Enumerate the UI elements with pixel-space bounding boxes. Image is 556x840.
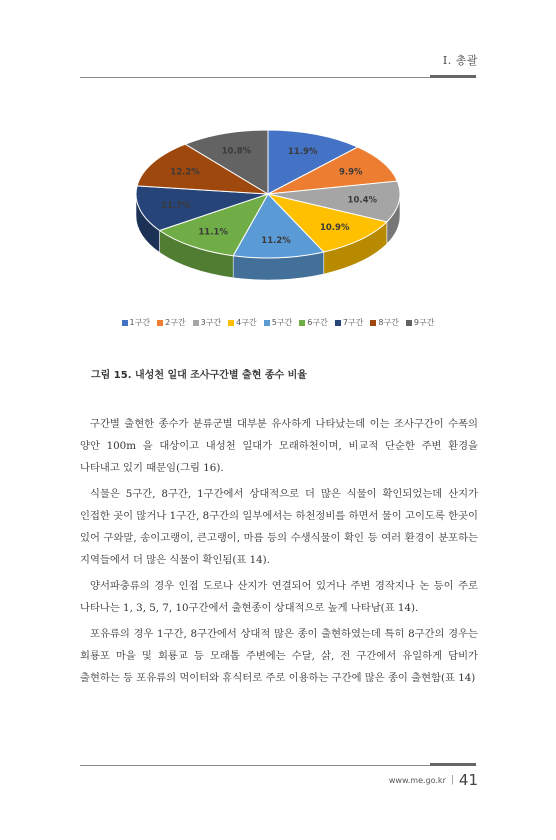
legend-swatch-3 — [193, 320, 199, 326]
footer-rule-accent — [430, 763, 476, 766]
header-rule-accent — [430, 75, 476, 78]
legend-swatch-4 — [228, 320, 234, 326]
legend-label-5: 5구간 — [271, 318, 293, 327]
legend-item-3 — [193, 317, 222, 328]
pie-data-label-2: 9.9% — [339, 167, 363, 178]
figure-caption: 그림 15. 내성천 일대 조사구간별 출현 종수 비율 — [91, 370, 307, 381]
legend-label-6: 6구간 — [307, 318, 328, 327]
legend-item-8 — [370, 317, 399, 328]
header-rule — [80, 77, 476, 78]
footer — [389, 771, 478, 789]
footer-url: www.me.go.kr — [388, 775, 446, 785]
legend-swatch-9 — [406, 320, 412, 326]
pie-data-label-6: 11.1% — [198, 227, 228, 238]
legend-label-4: 4구간 — [236, 318, 257, 327]
legend-swatch-1 — [122, 320, 128, 326]
paragraph-2: 식물은 5구간, 8구간, 1구간에서 상대적으로 더 많은 식물이 확인되었는데 산지가 인접한 곳이 많거나 1구간, 8구간의 일부에서는 하천정비를 하면서 물이 고이도록 한곳이 있어 구와말, 송이고랭이, 큰고랭이, 마름 등의 수생식물이 확인 등 여러 환경이 분포하는 지역들에서 더 많은 식물이 확인됨(표 14). — [80, 488, 478, 566]
paragraph-1: 구간별 출현한 종수가 분류군별 대부분 유사하게 나타났는데 이는 조사구간이 수폭의 양안 100m 을 대상이고 내성천 일대가 모래하천이며, 비교적 단순한 주변 환경을 나타내고 있기 때문임(그림 16). — [80, 418, 478, 474]
legend-label-7: 7구간 — [342, 318, 364, 327]
legend-item-2 — [157, 317, 186, 328]
legend-item-6 — [299, 317, 328, 328]
legend-swatch-2 — [157, 320, 163, 326]
legend-label-3: 3구간 — [200, 318, 222, 327]
pie-data-label-1: 11.9% — [287, 147, 318, 158]
legend-item-7 — [335, 317, 364, 328]
pie-data-label-5: 11.2% — [261, 235, 291, 246]
footer-rule — [80, 765, 476, 766]
chart-legend — [80, 317, 476, 328]
pie-data-label-3: 10.4% — [347, 195, 378, 206]
legend-label-2: 2구간 — [165, 318, 186, 327]
legend-label-1: 1구간 — [129, 318, 151, 327]
pie-data-label-7: 11.7% — [160, 200, 191, 211]
pie-data-label-8: 12.2% — [170, 167, 200, 178]
legend-swatch-5 — [264, 320, 270, 326]
footer-separator: | — [450, 775, 454, 785]
section-header: I. 총괄 — [442, 54, 478, 67]
pie-data-label-4: 10.9% — [319, 222, 350, 233]
legend-swatch-8 — [370, 320, 376, 326]
pie-data-label-9: 10.8% — [221, 146, 252, 157]
legend-item-5 — [264, 317, 293, 328]
legend-item-1 — [122, 317, 151, 328]
legend-swatch-7 — [335, 320, 341, 326]
legend-label-8: 8구간 — [378, 318, 399, 327]
pie-chart — [120, 112, 420, 312]
legend-swatch-6 — [299, 320, 305, 326]
body-text — [80, 413, 478, 693]
paragraph-3: 양서파충류의 경우 인접 도로나 산지가 연결되어 있거나 주변 경작지나 논 등이 주로 나타나는 1, 3, 5, 7, 10구간에서 출현종이 상대적으로 높게 나타남(표 14). — [80, 580, 478, 614]
legend-label-9: 9구간 — [413, 318, 435, 327]
page-number: 41 — [458, 771, 478, 789]
legend-item-9 — [406, 317, 435, 328]
legend-item-4 — [228, 317, 257, 328]
paragraph-4: 포유류의 경우 1구간, 8구간에서 상대적 많은 종이 출현하였는데 특히 8구간의 경우는 회룡포 마을 및 회룡교 등 모래톱 주변에는 수달, 삵, 전 구간에서 유일하게 담비가 출현하는 등 포유류의 먹이터와 휴식터로 주로 이용하는 구간에 많은 종이 출현함(표 14) — [80, 628, 478, 684]
